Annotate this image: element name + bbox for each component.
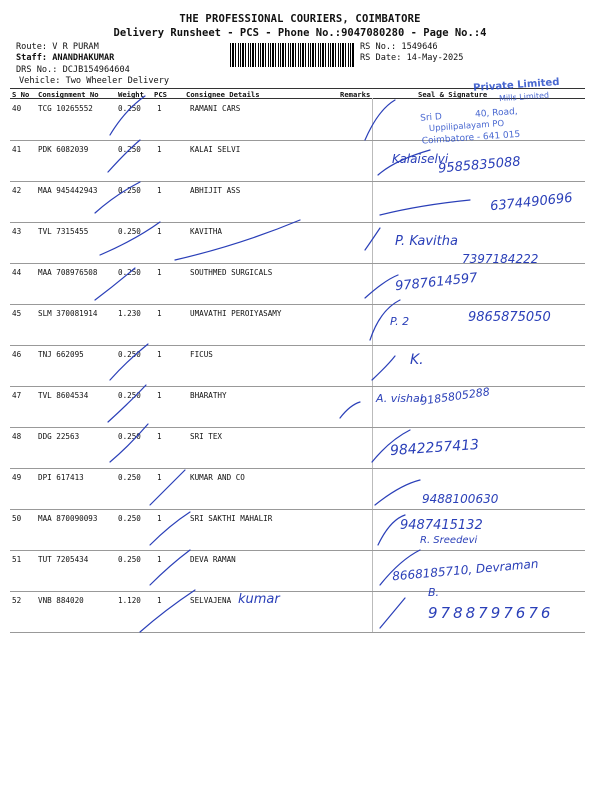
row-divider <box>10 222 585 223</box>
sign-r45: P. 2 <box>390 315 410 328</box>
row-sno: 46 <box>12 350 22 359</box>
row-sno: 42 <box>12 186 22 195</box>
row-consignment: TUT 7205434 <box>38 555 89 564</box>
row-divider <box>10 304 585 305</box>
sign-r41: Kalaiselvi <box>392 152 449 166</box>
sign-r46: K. <box>410 352 424 368</box>
row-weight: 1.120 <box>118 596 141 605</box>
row-sno: 49 <box>12 473 22 482</box>
row-consignment: TNJ 662095 <box>38 350 84 359</box>
row-sno: 43 <box>12 227 22 236</box>
row-consignment: TVL 7315455 <box>38 227 89 236</box>
row-consignee: KUMAR AND CO <box>190 473 245 482</box>
row-consignment: DPI 617413 <box>38 473 84 482</box>
sign-r52: B. <box>428 586 440 599</box>
vehicle-label: Vehicle: Two Wheeler Delivery <box>19 76 170 86</box>
row-consignee: RAMANI CARS <box>190 104 241 113</box>
row-pcs: 1 <box>157 473 162 482</box>
barcode <box>230 43 354 67</box>
sign-r52-kumar: kumar <box>238 592 280 607</box>
row-weight: 0.250 <box>118 514 141 523</box>
row-consignee: SRI SAKTHI MAHALIR <box>190 514 273 523</box>
row-pcs: 1 <box>157 268 162 277</box>
phone-r50: 9487415132 <box>400 518 483 533</box>
row-consignment: DDG 22563 <box>38 432 80 441</box>
document-title: THE PROFESSIONAL COURIERS, COIMBATORE <box>179 13 421 25</box>
sign-r43: P. Kavitha <box>395 234 458 249</box>
row-consignee: BHARATHY <box>190 391 227 400</box>
row-weight: 0.250 <box>118 104 141 113</box>
row-sno: 47 <box>12 391 22 400</box>
row-pcs: 1 <box>157 227 162 236</box>
row-consignee: FICUS <box>190 350 213 359</box>
phone-r49: 9488100630 <box>422 492 499 506</box>
row-weight: 0.250 <box>118 473 141 482</box>
route-label: Route: V R PURAM <box>16 42 99 52</box>
row-consignee: SELVAJENA <box>190 596 232 605</box>
row-weight: 0.250 <box>118 145 141 154</box>
row-consignee: SRI TEX <box>190 432 223 441</box>
row-consignee: SOUTHMED SURGICALS <box>190 268 273 277</box>
staff-label: Staff: ANANDHAKUMAR <box>16 53 115 63</box>
row-sno: 44 <box>12 268 22 277</box>
row-consignment: TCG 10265552 <box>38 104 93 113</box>
row-weight: 0.250 <box>118 227 141 236</box>
row-weight: 0.250 <box>118 186 141 195</box>
phone-r48: 9842257413 <box>389 436 480 460</box>
phone-r47: 9185805288 <box>419 385 491 408</box>
drs-label: DRS No.: DCJB154964604 <box>16 65 130 75</box>
row-consignment: MAA 708976508 <box>38 268 98 277</box>
row-consignee: KALAI SELVI <box>190 145 241 154</box>
row-weight: 0.250 <box>118 268 141 277</box>
phone-r43: 7397184222 <box>462 252 539 266</box>
row-consignee: KAVITHA <box>190 227 223 236</box>
row-consignee: DEVA RAMAN <box>190 555 236 564</box>
sign-r47: A. vishal <box>376 392 423 405</box>
row-consignment: MAA 870090093 <box>38 514 98 523</box>
phone-r42: 6374490696 <box>489 190 574 215</box>
row-weight: 0.250 <box>118 555 141 564</box>
row-divider <box>10 550 585 551</box>
row-divider <box>10 181 585 182</box>
row-divider <box>10 468 585 469</box>
row-consignment: SLM 370081914 <box>38 309 98 318</box>
row-pcs: 1 <box>157 514 162 523</box>
row-consignee: UMAVATHI PEROIYASAMY <box>190 309 282 318</box>
row-consignee: ABHIJIT ASS <box>190 186 241 195</box>
row-pcs: 1 <box>157 145 162 154</box>
row-sno: 50 <box>12 514 22 523</box>
company-stamp: Private Limited Mills Limited Sri D 40, Road, Uppilipalayam PO Coimbatore - 641 015 <box>419 76 560 147</box>
row-sno: 45 <box>12 309 22 318</box>
row-consignment: PDK 6082039 <box>38 145 89 154</box>
row-consignment: VNB 884020 <box>38 596 84 605</box>
row-sno: 52 <box>12 596 22 605</box>
remarks-divider <box>372 98 373 633</box>
col-weight: Weight <box>118 90 144 99</box>
row-pcs: 1 <box>157 186 162 195</box>
row-pcs: 1 <box>157 104 162 113</box>
phone-r52: 9788797676 <box>428 604 554 622</box>
row-pcs: 1 <box>157 350 162 359</box>
document-subtitle: Delivery Runsheet - PCS - Phone No.:9047080280 - Page No.:4 <box>113 27 487 39</box>
row-weight: 0.250 <box>118 432 141 441</box>
row-pcs: 1 <box>157 391 162 400</box>
row-pcs: 1 <box>157 432 162 441</box>
row-sno: 51 <box>12 555 22 564</box>
col-consignee: Consignee Details <box>186 90 260 99</box>
row-divider <box>10 345 585 346</box>
row-divider <box>10 509 585 510</box>
col-sno: S No <box>12 90 30 99</box>
phone-r45: 9865875050 <box>468 310 551 325</box>
row-pcs: 1 <box>157 555 162 564</box>
row-divider <box>10 427 585 428</box>
row-pcs: 1 <box>157 596 162 605</box>
col-remarks: Remarks <box>340 90 371 99</box>
rs-date: RS Date: 14-May-2025 <box>360 53 464 63</box>
col-seal: Seal & Signature <box>418 90 488 99</box>
phone-r44: 9787614597 <box>394 270 479 295</box>
row-consignment: MAA 945442943 <box>38 186 98 195</box>
row-divider <box>10 632 585 633</box>
row-pcs: 1 <box>157 309 162 318</box>
sign-r50: R. Sreedevi <box>420 535 478 546</box>
col-pcs: PCS <box>154 90 167 99</box>
row-weight: 0.250 <box>118 350 141 359</box>
row-weight: 0.250 <box>118 391 141 400</box>
rs-number: RS No.: 1549646 <box>360 42 438 52</box>
col-consignment: Consignment No <box>38 90 99 99</box>
row-weight: 1.230 <box>118 309 141 318</box>
row-sno: 41 <box>12 145 22 154</box>
row-divider <box>10 591 585 592</box>
row-divider <box>10 386 585 387</box>
row-sno: 48 <box>12 432 22 441</box>
row-sno: 40 <box>12 104 22 113</box>
phone-r41: 9585835088 <box>437 154 522 177</box>
row-consignment: TVL 8604534 <box>38 391 89 400</box>
phone-r51: 8668185710, Devraman <box>391 556 539 584</box>
